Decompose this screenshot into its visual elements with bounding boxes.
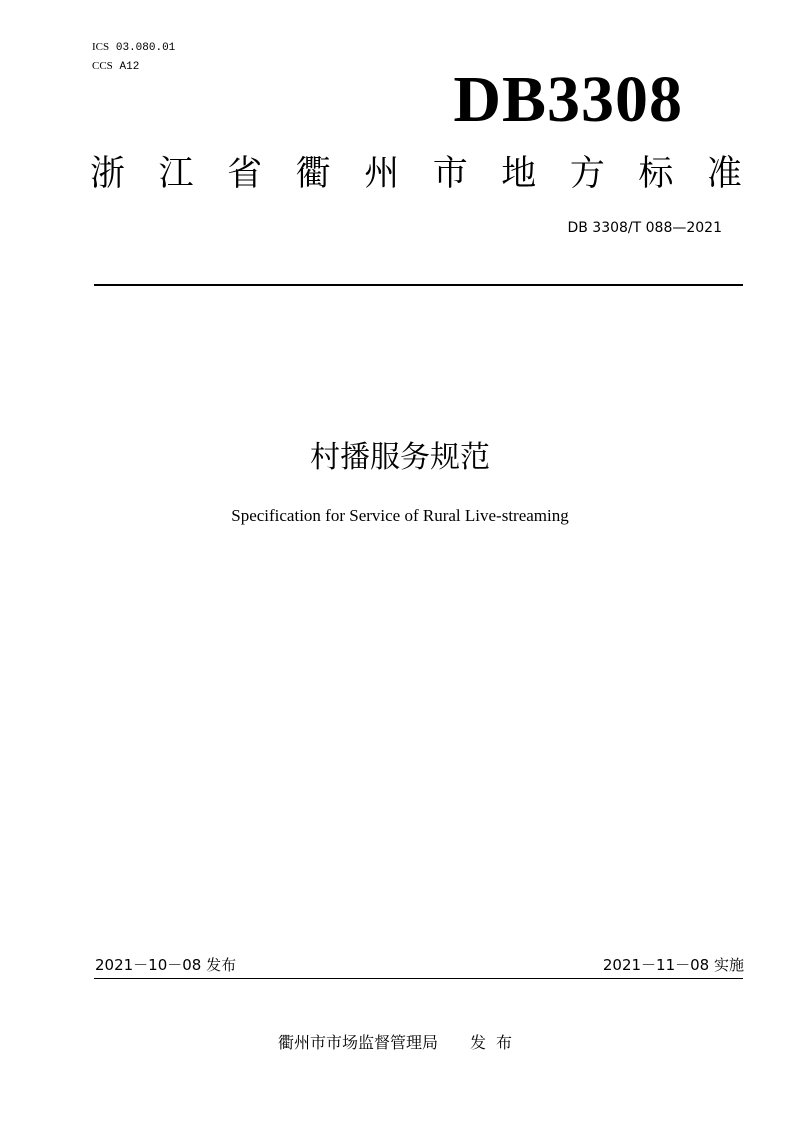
ics-code: 03.080.01 <box>115 42 176 54</box>
issuer-action: 发布 <box>470 1033 523 1052</box>
ics-label: ICS <box>92 41 110 53</box>
title-char: 标 <box>638 154 674 194</box>
standard-number: DB 3308/T 088—2021 <box>567 220 722 236</box>
ics-classification <box>92 40 175 55</box>
standard-category-title <box>90 151 742 197</box>
ccs-label: CCS <box>92 60 113 72</box>
issuer-statement <box>0 1031 800 1055</box>
title-char: 州 <box>364 154 400 194</box>
ccs-code: A12 <box>119 61 140 73</box>
title-char: 衢 <box>295 154 331 194</box>
publication-date: 2021－10－08 发布 <box>95 956 237 974</box>
issuer-name: 衢州市市场监督管理局 <box>277 1033 438 1052</box>
title-char: 江 <box>158 154 194 194</box>
title-char: 地 <box>501 154 537 194</box>
document-title-en: Specification for Service of Rural Live-streaming <box>231 506 569 525</box>
title-char: 省 <box>227 154 263 194</box>
ccs-classification <box>92 59 139 74</box>
implementation-date: 2021－11－08 实施 <box>602 956 744 974</box>
title-char: 准 <box>706 154 742 194</box>
title-char: 方 <box>569 154 605 194</box>
document-title-zh: 村播服务规范 <box>310 440 490 475</box>
db-code: DB3308 <box>453 63 683 136</box>
header-divider <box>94 284 743 286</box>
footer-divider <box>94 978 743 979</box>
title-char: 浙 <box>90 154 126 194</box>
title-char: 市 <box>432 154 468 194</box>
